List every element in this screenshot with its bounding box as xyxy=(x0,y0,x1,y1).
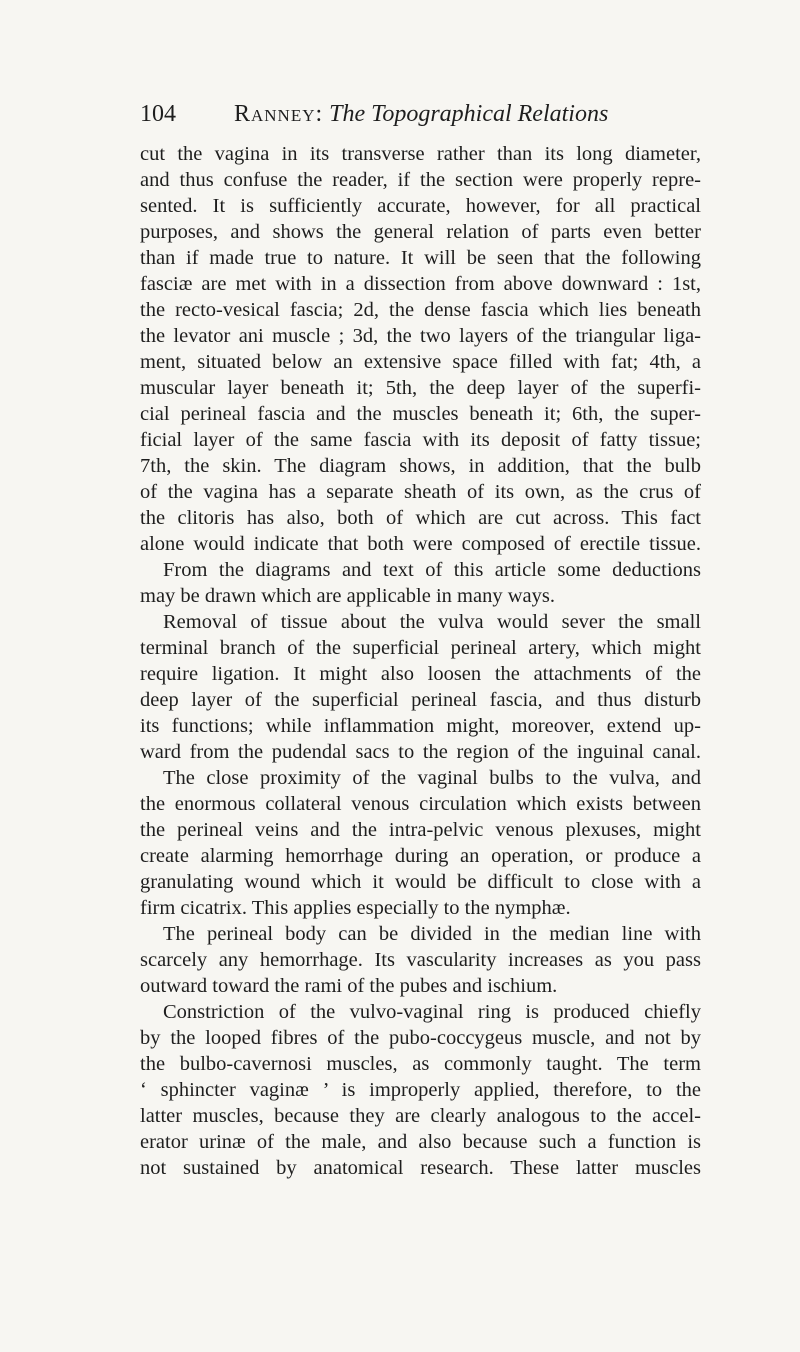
running-title xyxy=(234,96,608,132)
text-line: Constriction of the vulvo-vaginal ring is produced chiefly xyxy=(163,1001,701,1023)
text-line: the clitoris has also, both of which are cut across. This fact xyxy=(140,507,701,529)
text-line: the levator ani muscle ; 3d, the two layers of the triangular liga- xyxy=(140,325,701,347)
text-line: cut the vagina in its transverse rather than its long diameter, xyxy=(140,143,701,165)
text-line: not sustained by anatomical research. These latter muscles xyxy=(140,1157,701,1179)
text-line: and thus confuse the reader, if the section were properly repre- xyxy=(140,169,701,191)
text-line: by the looped fibres of the pubo-coccygeus muscle, and not by xyxy=(140,1027,701,1049)
text-line: From the diagrams and text of this article some deductions xyxy=(163,559,701,581)
text-line: the bulbo-cavernosi muscles, as commonly taught. The term xyxy=(140,1053,701,1075)
text-line: require ligation. It might also loosen the attachments of the xyxy=(140,663,701,685)
running-header xyxy=(140,96,700,132)
page-number: 104 xyxy=(140,101,176,127)
text-line: the enormous collateral venous circulation which exists between xyxy=(140,793,701,815)
body-text xyxy=(140,141,701,1181)
text-line: firm cicatrix. This applies especially to the nymphæ. xyxy=(140,897,571,919)
text-line: fasciæ are met with in a dissection from above downward : 1st, xyxy=(140,273,701,295)
text-line: ment, situated below an extensive space filled with fat; 4th, a xyxy=(140,351,701,373)
text-line: 7th, the skin. The diagram shows, in addition, that the bulb xyxy=(140,455,701,477)
text-line: latter muscles, because they are clearly analogous to the accel- xyxy=(140,1105,701,1127)
text-line: purposes, and shows the general relation of parts even better xyxy=(140,221,701,243)
text-line: the recto-vesical fascia; 2d, the dense fascia which lies beneath xyxy=(140,299,701,321)
text-line: muscular layer beneath it; 5th, the deep layer of the superfi- xyxy=(140,377,701,399)
text-line: ‘ sphincter vaginæ ’ is improperly applied, therefore, to the xyxy=(140,1079,701,1101)
text-line: may be drawn which are applicable in many ways. xyxy=(140,585,555,607)
text-line: The close proximity of the vaginal bulbs to the vulva, and xyxy=(163,767,701,789)
text-line: of the vagina has a separate sheath of its own, as the crus of xyxy=(140,481,701,503)
text-line: than if made true to nature. It will be seen that the following xyxy=(140,247,701,269)
header-book-title: The Topographical Relations xyxy=(329,101,609,127)
text-line: The perineal body can be divided in the median line with xyxy=(163,923,701,945)
text-line: ward from the pudendal sacs to the region of the inguinal canal. xyxy=(140,741,701,763)
text-line: cial perineal fascia and the muscles beneath it; 6th, the super- xyxy=(140,403,701,425)
text-line: erator urinæ of the male, and also because such a function is xyxy=(140,1131,701,1153)
header-author: Ranney: xyxy=(234,101,324,127)
text-line: outward toward the rami of the pubes and ischium. xyxy=(140,975,558,997)
text-line: sented. It is sufficiently accurate, however, for all practical xyxy=(140,195,701,217)
text-line: ficial layer of the same fascia with its deposit of fatty tissue; xyxy=(140,429,701,451)
text-line: deep layer of the superficial perineal fascia, and thus disturb xyxy=(140,689,701,711)
text-line: the perineal veins and the intra-pelvic venous plexuses, might xyxy=(140,819,701,841)
text-line: scarcely any hemorrhage. Its vascularity increases as you pass xyxy=(140,949,701,971)
text-line: its functions; while inflammation might, moreover, extend up- xyxy=(140,715,701,737)
text-line: terminal branch of the superficial perineal artery, which might xyxy=(140,637,701,659)
text-line: create alarming hemorrhage during an operation, or produce a xyxy=(140,845,701,867)
text-line: alone would indicate that both were composed of erectile tissue. xyxy=(140,533,701,555)
text-line: Removal of tissue about the vulva would sever the small xyxy=(163,611,701,633)
text-line: granulating wound which it would be difficult to close with a xyxy=(140,871,701,893)
